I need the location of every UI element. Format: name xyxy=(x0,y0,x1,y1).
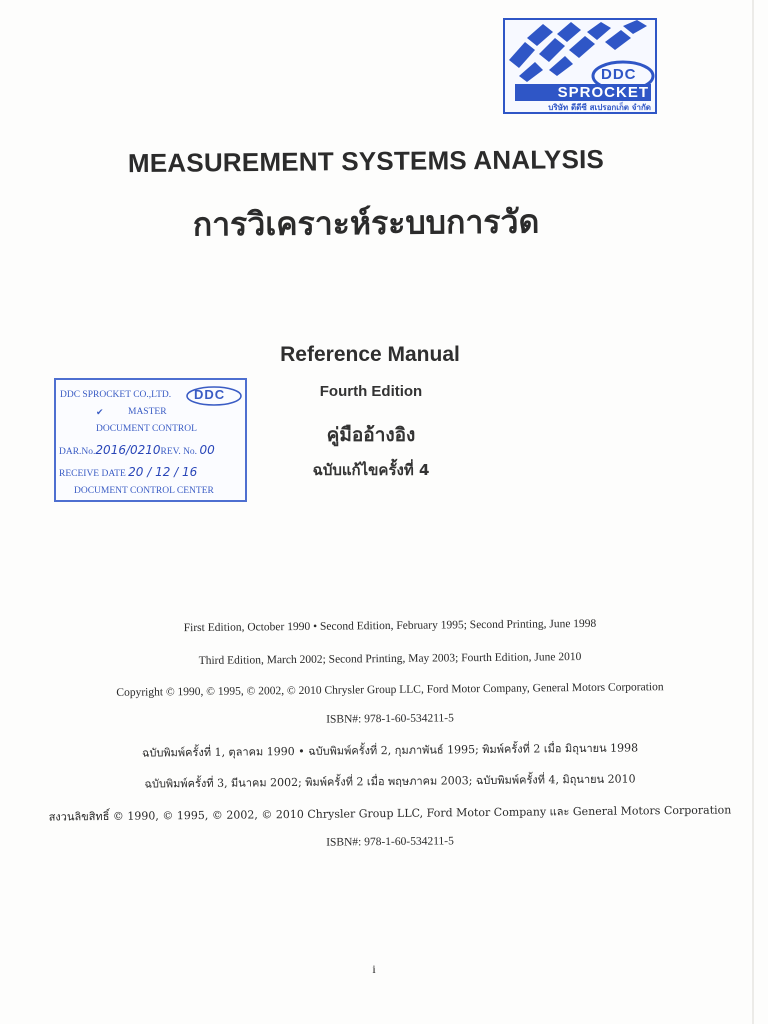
stamp-receive-value: 20 / 12 / 16 xyxy=(128,465,198,479)
reference-manual-heading: Reference Manual xyxy=(280,343,460,366)
stamp-master: MASTER xyxy=(128,407,167,417)
publication-line-thai: ฉบับพิมพ์ครั้งที่ 1, ตุลาคม 1990 • ฉบับพิมพ์ครั้งที่ 2, กุมภาพันธ์ 1995; พิมพ์ครั้งที่ 2 เมื่อ มิถุนายน 1998 xyxy=(141,741,639,760)
stamp-doc-control: DOCUMENT CONTROL xyxy=(96,424,197,434)
logo-brand-name: SPROCKET xyxy=(515,84,651,101)
document-title-english: MEASUREMENT SYSTEMS ANALYSIS xyxy=(127,143,605,179)
copyright-line-thai: สงวนลิขสิทธิ์ © 1990, © 1995, © 2002, © 2010 Chrysler Group LLC, Ford Motor Company และ General Motors Corporation xyxy=(48,803,732,824)
stamp-mark: DDC xyxy=(194,387,226,402)
document-control-stamp xyxy=(54,378,247,502)
isbn-line: ISBN#: 978-1-60-534211-5 xyxy=(326,835,454,849)
stamp-company: DDC SPROCKET CO.,LTD. xyxy=(60,390,172,400)
publication-line: First Edition, October 1990 • Second Edition, February 1995; Second Printing, June 1998 xyxy=(183,617,597,635)
stamp-center: DOCUMENT CONTROL CENTER xyxy=(74,486,214,496)
stamp-dar-label: DAR.No. xyxy=(59,447,96,457)
publication-line-thai: ฉบับพิมพ์ครั้งที่ 3, มีนาคม 2002; พิมพ์ครั้งที่ 2 เมื่อ พฤษภาคม 2003; ฉบับพิมพ์ครั้งที่ 4, มิถุนายน 2010 xyxy=(144,772,636,791)
stamp-check-mark-icon: ✔ xyxy=(96,407,104,417)
stamp-rev-value: 00 xyxy=(199,443,215,457)
page-number: i xyxy=(372,962,376,976)
logo-company-thai: บริษัท ดีดีซี สเปรอกเก็ต จำกัด xyxy=(548,103,651,112)
page-edge xyxy=(752,0,754,1024)
stamp-receive-label: RECEIVE DATE xyxy=(59,469,126,479)
copyright-line: Copyright © 1990, © 1995, © 2002, © 2010 Chrysler Group LLC, Ford Motor Company, General Motors Corporation xyxy=(116,681,664,699)
document-title-thai: การวิเคราะห์ระบบการวัด xyxy=(192,202,540,244)
logo-brand-mark: DDC xyxy=(601,66,637,83)
sprocket-logo-stamp xyxy=(503,18,657,114)
isbn-line: ISBN#: 978-1-60-534211-5 xyxy=(326,712,454,726)
reference-manual-thai: คู่มืออ้างอิง xyxy=(326,424,416,446)
stamp-rev-label: REV. No. xyxy=(160,447,198,457)
edition-thai: ฉบับแก้ไขครั้งที่ 4 xyxy=(312,461,430,479)
edition-english: Fourth Edition xyxy=(319,383,423,400)
stamp-receive-row xyxy=(59,466,197,481)
publication-line: Third Edition, March 2002; Second Printing, May 2003; Fourth Edition, June 2010 xyxy=(198,650,582,668)
stamp-dar-row xyxy=(59,444,215,459)
stamp-dar-value: 2016/0210 xyxy=(95,443,161,457)
